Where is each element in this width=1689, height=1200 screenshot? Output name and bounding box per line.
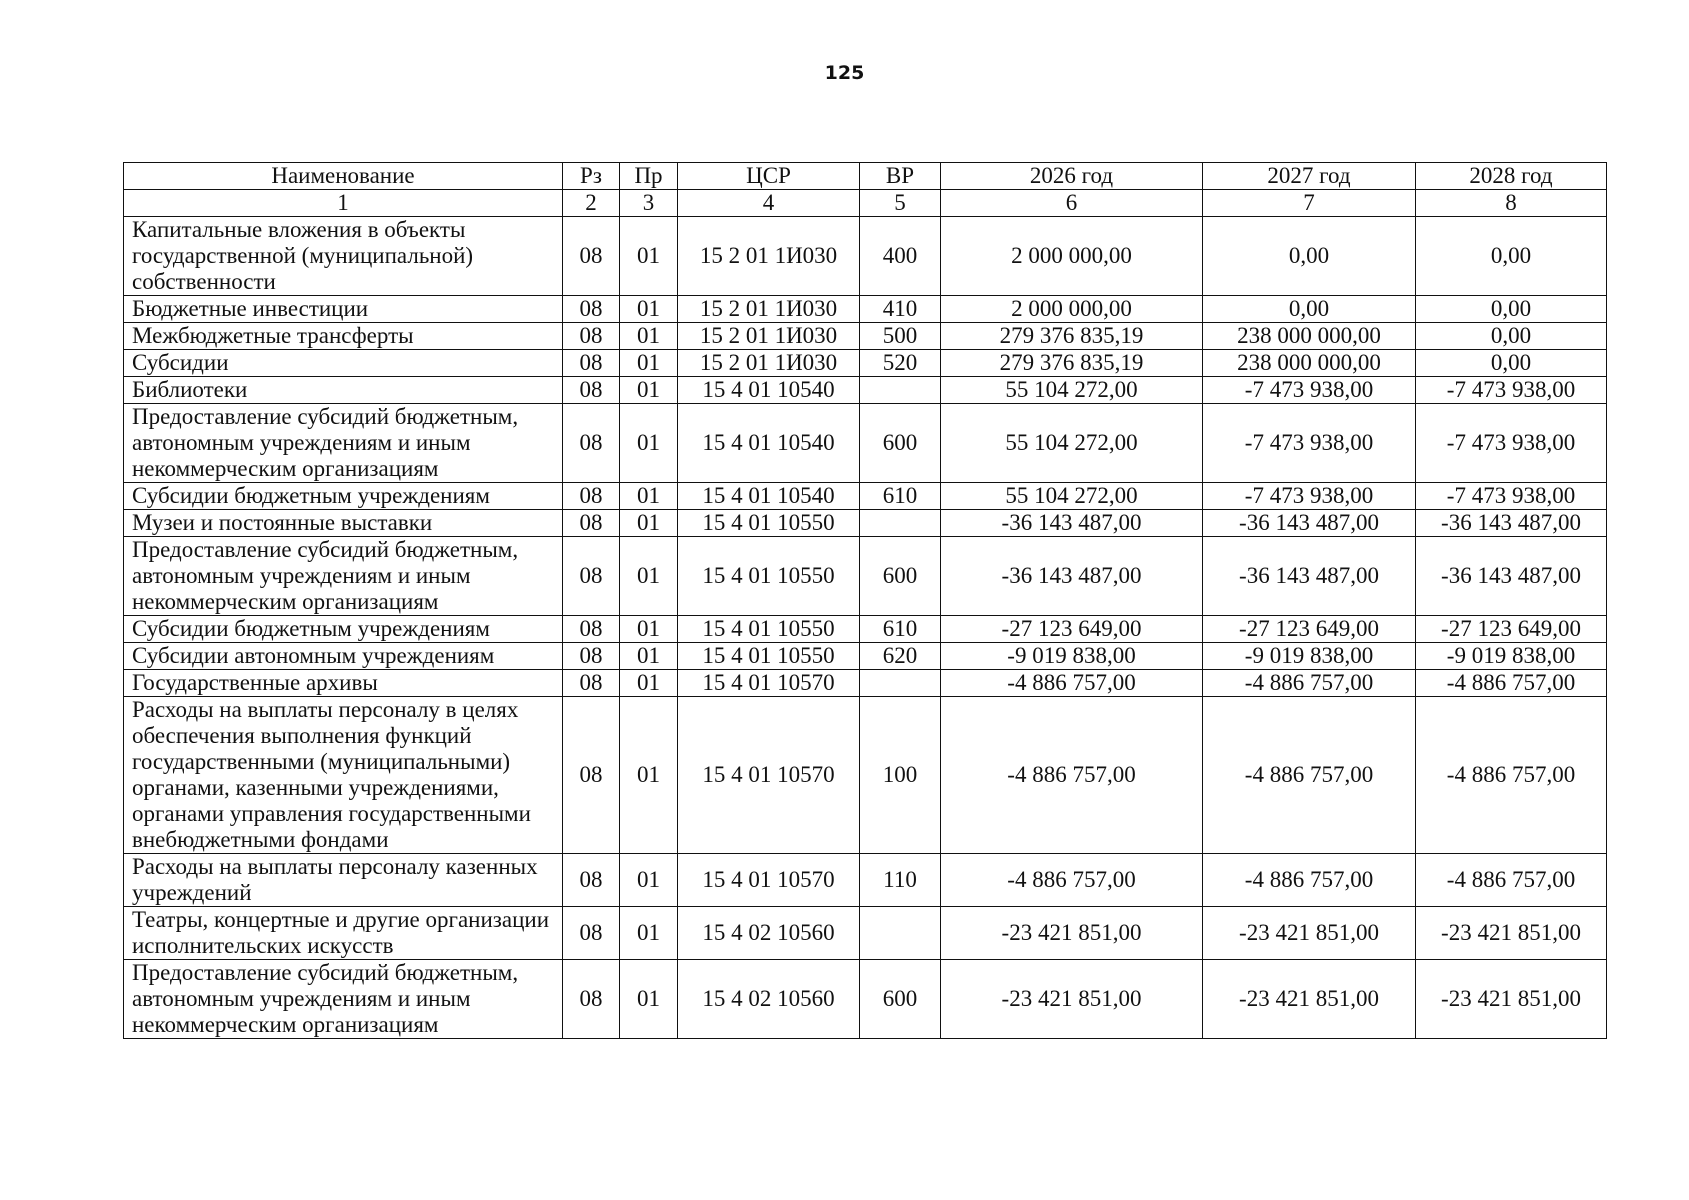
column-number: 5: [860, 190, 941, 217]
header-2026: 2026 год: [941, 163, 1203, 190]
cell-2028: 0,00: [1416, 296, 1607, 323]
cell-vr: 600: [860, 404, 941, 483]
cell-rz: 08: [563, 960, 620, 1039]
cell-vr: 520: [860, 350, 941, 377]
cell-2026: -36 143 487,00: [941, 537, 1203, 616]
cell-rz: 08: [563, 697, 620, 854]
cell-vr: 620: [860, 643, 941, 670]
cell-csr: 15 4 01 10540: [678, 483, 860, 510]
table-row: [124, 854, 1607, 907]
cell-2028: -36 143 487,00: [1416, 510, 1607, 537]
cell-rz: 08: [563, 483, 620, 510]
cell-csr: 15 4 01 10550: [678, 643, 860, 670]
cell-2026: 2 000 000,00: [941, 217, 1203, 296]
table-row: [124, 404, 1607, 483]
cell-name: Государственные архивы: [124, 670, 563, 697]
header-row: [124, 163, 1607, 190]
cell-pr: 01: [620, 697, 678, 854]
cell-rz: 08: [563, 296, 620, 323]
cell-2028: 0,00: [1416, 323, 1607, 350]
cell-2027: -36 143 487,00: [1203, 537, 1416, 616]
cell-2027: 0,00: [1203, 296, 1416, 323]
cell-name: Бюджетные инвестиции: [124, 296, 563, 323]
table-row: [124, 296, 1607, 323]
cell-2027: -4 886 757,00: [1203, 670, 1416, 697]
cell-csr: 15 4 01 10550: [678, 510, 860, 537]
cell-pr: 01: [620, 960, 678, 1039]
cell-pr: 01: [620, 854, 678, 907]
cell-name: Субсидии бюджетным учреждениям: [124, 616, 563, 643]
cell-2028: -36 143 487,00: [1416, 537, 1607, 616]
cell-pr: 01: [620, 404, 678, 483]
table-row: [124, 697, 1607, 854]
cell-vr: 610: [860, 483, 941, 510]
cell-2027: 0,00: [1203, 217, 1416, 296]
cell-csr: 15 4 01 10570: [678, 670, 860, 697]
cell-vr: 100: [860, 697, 941, 854]
header-name: Наименование: [124, 163, 563, 190]
cell-rz: 08: [563, 323, 620, 350]
cell-rz: 08: [563, 616, 620, 643]
cell-2028: -27 123 649,00: [1416, 616, 1607, 643]
cell-2028: -23 421 851,00: [1416, 960, 1607, 1039]
cell-rz: 08: [563, 670, 620, 697]
cell-2028: -4 886 757,00: [1416, 697, 1607, 854]
cell-2027: -7 473 938,00: [1203, 404, 1416, 483]
table-row: [124, 510, 1607, 537]
table-row: [124, 960, 1607, 1039]
table-row: [124, 616, 1607, 643]
cell-rz: 08: [563, 350, 620, 377]
cell-csr: 15 4 01 10570: [678, 697, 860, 854]
cell-csr: 15 2 01 1И030: [678, 296, 860, 323]
cell-name: Музеи и постоянные выставки: [124, 510, 563, 537]
cell-2026: 55 104 272,00: [941, 483, 1203, 510]
header-vr: ВР: [860, 163, 941, 190]
cell-2027: -4 886 757,00: [1203, 854, 1416, 907]
table-row: [124, 907, 1607, 960]
cell-csr: 15 4 01 10540: [678, 404, 860, 483]
cell-csr: 15 4 02 10560: [678, 907, 860, 960]
cell-csr: 15 4 01 10540: [678, 377, 860, 404]
cell-csr: 15 4 01 10550: [678, 616, 860, 643]
table-row: [124, 217, 1607, 296]
cell-pr: 01: [620, 643, 678, 670]
table-row: [124, 643, 1607, 670]
cell-2027: -23 421 851,00: [1203, 907, 1416, 960]
column-number: 6: [941, 190, 1203, 217]
cell-2028: 0,00: [1416, 350, 1607, 377]
header-rz: Рз: [563, 163, 620, 190]
cell-name: Расходы на выплаты персоналу казенных учреждений: [124, 854, 563, 907]
cell-rz: 08: [563, 643, 620, 670]
cell-name: Театры, концертные и другие организации исполнительских искусств: [124, 907, 563, 960]
cell-2026: 55 104 272,00: [941, 377, 1203, 404]
cell-pr: 01: [620, 350, 678, 377]
cell-name: Межбюджетные трансферты: [124, 323, 563, 350]
cell-2026: -4 886 757,00: [941, 670, 1203, 697]
cell-rz: 08: [563, 510, 620, 537]
cell-name: Субсидии автономным учреждениям: [124, 643, 563, 670]
cell-2027: -7 473 938,00: [1203, 483, 1416, 510]
cell-name: Предоставление субсидий бюджетным, автономным учреждениям и иным некоммерческим организациям: [124, 404, 563, 483]
cell-pr: 01: [620, 323, 678, 350]
cell-2026: -27 123 649,00: [941, 616, 1203, 643]
cell-pr: 01: [620, 377, 678, 404]
budget-table: [123, 162, 1607, 1039]
cell-csr: 15 4 02 10560: [678, 960, 860, 1039]
cell-csr: 15 2 01 1И030: [678, 217, 860, 296]
cell-2026: -4 886 757,00: [941, 854, 1203, 907]
column-number: 1: [124, 190, 563, 217]
column-number: 7: [1203, 190, 1416, 217]
cell-2027: 238 000 000,00: [1203, 323, 1416, 350]
header-2028: 2028 год: [1416, 163, 1607, 190]
cell-2027: -36 143 487,00: [1203, 510, 1416, 537]
cell-name: Субсидии бюджетным учреждениям: [124, 483, 563, 510]
page-number: 125: [824, 62, 865, 84]
cell-2026: 279 376 835,19: [941, 350, 1203, 377]
cell-2026: -36 143 487,00: [941, 510, 1203, 537]
cell-name: Расходы на выплаты персоналу в целях обеспечения выполнения функций государственными (муниципальными) органами, казенными учреждениями, органами управления государственными внебюджетными фондами: [124, 697, 563, 854]
cell-2026: 279 376 835,19: [941, 323, 1203, 350]
cell-vr: 410: [860, 296, 941, 323]
cell-2028: -9 019 838,00: [1416, 643, 1607, 670]
cell-2027: 238 000 000,00: [1203, 350, 1416, 377]
column-number: 2: [563, 190, 620, 217]
cell-vr: [860, 670, 941, 697]
cell-rz: 08: [563, 907, 620, 960]
column-number: 4: [678, 190, 860, 217]
cell-2027: -23 421 851,00: [1203, 960, 1416, 1039]
cell-2028: -23 421 851,00: [1416, 907, 1607, 960]
cell-2028: 0,00: [1416, 217, 1607, 296]
cell-2028: -4 886 757,00: [1416, 670, 1607, 697]
cell-2026: 55 104 272,00: [941, 404, 1203, 483]
cell-pr: 01: [620, 537, 678, 616]
cell-csr: 15 2 01 1И030: [678, 350, 860, 377]
cell-pr: 01: [620, 907, 678, 960]
column-number-row: [124, 190, 1607, 217]
cell-2027: -4 886 757,00: [1203, 697, 1416, 854]
cell-vr: 610: [860, 616, 941, 643]
cell-vr: 600: [860, 960, 941, 1039]
cell-rz: 08: [563, 854, 620, 907]
cell-vr: 500: [860, 323, 941, 350]
table-row: [124, 350, 1607, 377]
cell-csr: 15 4 01 10550: [678, 537, 860, 616]
cell-2026: -23 421 851,00: [941, 960, 1203, 1039]
table-row: [124, 670, 1607, 697]
cell-pr: 01: [620, 483, 678, 510]
cell-2026: -4 886 757,00: [941, 697, 1203, 854]
cell-vr: [860, 377, 941, 404]
cell-vr: 110: [860, 854, 941, 907]
cell-name: Капитальные вложения в объекты государственной (муниципальной) собственности: [124, 217, 563, 296]
cell-2028: -7 473 938,00: [1416, 483, 1607, 510]
cell-2027: -7 473 938,00: [1203, 377, 1416, 404]
table-row: [124, 323, 1607, 350]
table-row: [124, 377, 1607, 404]
table-row: [124, 537, 1607, 616]
cell-name: Предоставление субсидий бюджетным, автономным учреждениям и иным некоммерческим организациям: [124, 537, 563, 616]
cell-2026: -23 421 851,00: [941, 907, 1203, 960]
cell-name: Субсидии: [124, 350, 563, 377]
cell-csr: 15 4 01 10570: [678, 854, 860, 907]
header-pr: Пр: [620, 163, 678, 190]
cell-csr: 15 2 01 1И030: [678, 323, 860, 350]
cell-2028: -4 886 757,00: [1416, 854, 1607, 907]
header-2027: 2027 год: [1203, 163, 1416, 190]
cell-pr: 01: [620, 296, 678, 323]
cell-vr: [860, 907, 941, 960]
cell-vr: 600: [860, 537, 941, 616]
cell-rz: 08: [563, 537, 620, 616]
cell-pr: 01: [620, 217, 678, 296]
cell-2028: -7 473 938,00: [1416, 404, 1607, 483]
cell-2026: -9 019 838,00: [941, 643, 1203, 670]
cell-vr: 400: [860, 217, 941, 296]
cell-name: Предоставление субсидий бюджетным, автономным учреждениям и иным некоммерческим организациям: [124, 960, 563, 1039]
column-number: 3: [620, 190, 678, 217]
column-number: 8: [1416, 190, 1607, 217]
cell-pr: 01: [620, 616, 678, 643]
cell-rz: 08: [563, 377, 620, 404]
cell-vr: [860, 510, 941, 537]
table-row: [124, 483, 1607, 510]
cell-rz: 08: [563, 404, 620, 483]
cell-2027: -27 123 649,00: [1203, 616, 1416, 643]
cell-rz: 08: [563, 217, 620, 296]
cell-2026: 2 000 000,00: [941, 296, 1203, 323]
cell-pr: 01: [620, 510, 678, 537]
cell-2028: -7 473 938,00: [1416, 377, 1607, 404]
cell-pr: 01: [620, 670, 678, 697]
cell-name: Библиотеки: [124, 377, 563, 404]
cell-2027: -9 019 838,00: [1203, 643, 1416, 670]
header-csr: ЦСР: [678, 163, 860, 190]
table-body: [124, 217, 1607, 1039]
